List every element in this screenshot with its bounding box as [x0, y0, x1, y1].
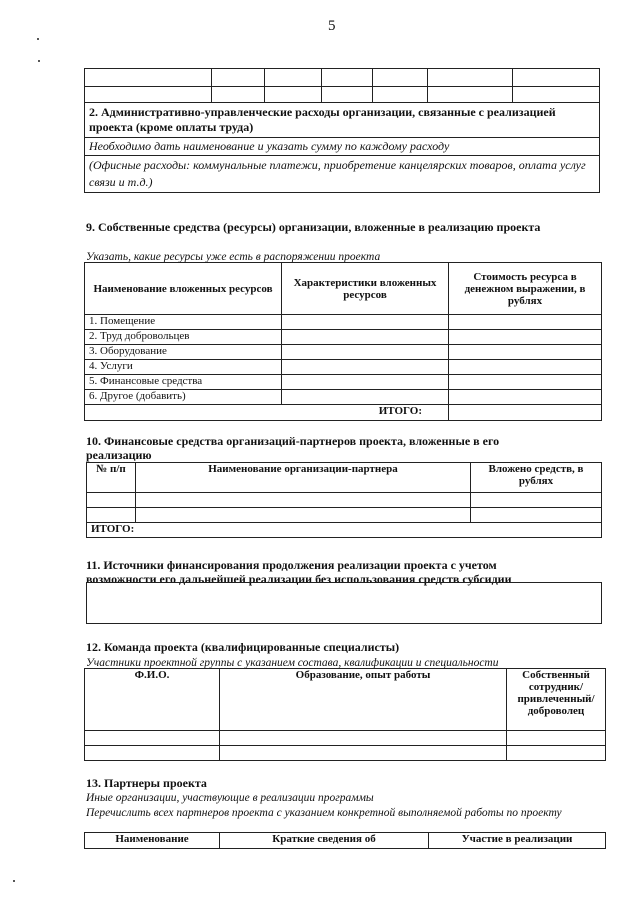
s10-title: 10. Финансовые средства организаций-партнеров проекта, вложенные в его реализацию	[86, 434, 500, 462]
page-number: 5	[328, 18, 336, 34]
s9-title: 9. Собственные средства (ресурсы) организации, вложенные в реализацию проекта	[86, 220, 541, 234]
s12-header-name: Ф.И.О.	[85, 669, 220, 731]
s13-note1: Иные организации, участвующие в реализации программы	[86, 792, 374, 804]
budget-table	[84, 68, 600, 193]
s12-header-edu: Образование, опыт работы	[220, 669, 507, 731]
s13-title: 13. Партнеры проекта	[86, 776, 207, 790]
team-table	[84, 668, 606, 761]
partner-funds-table	[86, 462, 602, 538]
s9-row: 5. Финансовые средства	[85, 375, 282, 390]
margin-dot	[38, 60, 40, 62]
s9-header-char: Характеристики вложенных ресурсов	[282, 263, 449, 315]
s12-title: 12. Команда проекта (квалифицированные специалисты)	[86, 640, 400, 654]
s9-row: 1. Помещение	[85, 315, 282, 330]
s10-header-num: № п/п	[87, 463, 136, 493]
s13-header-name: Наименование	[85, 833, 220, 849]
s10-total: ИТОГО:	[87, 523, 602, 538]
s12-header-status: Собственный сотрудник/ привлеченный/ доброволец	[507, 669, 606, 731]
s11-title: 11. Источники финансирования продолжения реализации проекта с учетом возможности его дальнейшей реализации без использования средств субсидии	[86, 558, 512, 586]
s13-header-info: Краткие сведения об	[220, 833, 429, 849]
s13-header-participation: Участие в реализации	[429, 833, 606, 849]
s2-title: 2. Административно-управленческие расходы организации, связанные с реализацией проекта (кроме оплаты труда)	[85, 103, 600, 138]
s2-example: (Офисные расходы: коммунальные платежи, приобретение канцелярских товаров, оплата услуг связи и т.д.)	[85, 156, 600, 193]
partners-table	[84, 832, 606, 849]
s9-header-cost: Стоимость ресурса в денежном выражении, в рублях	[449, 263, 602, 315]
s9-header-name: Наименование вложенных ресурсов	[85, 263, 282, 315]
s9-note: Указать, какие ресурсы уже есть в распоряжении проекта	[86, 251, 381, 263]
own-resources-table	[84, 262, 602, 421]
s9-row: 4. Услуги	[85, 360, 282, 375]
s9-row: 3. Оборудование	[85, 345, 282, 360]
s13-note2: Перечислить всех партнеров проекта с указанием конкретной выполняемой работы по проекту	[86, 807, 562, 819]
margin-dot	[13, 880, 15, 882]
s12-note: Участники проектной группы с указанием состава, квалификации и специальности	[86, 657, 499, 669]
s11-answer-box	[86, 582, 602, 624]
s9-row: 6. Другое (добавить)	[85, 390, 282, 405]
s9-total: ИТОГО:	[85, 405, 449, 421]
s10-header-amount: Вложено средств, в рублях	[471, 463, 602, 493]
s2-note: Необходимо дать наименование и указать сумму по каждому расходу	[85, 138, 600, 156]
margin-dot	[37, 38, 39, 40]
s10-header-org: Наименование организации-партнера	[136, 463, 471, 493]
s9-row: 2. Труд добровольцев	[85, 330, 282, 345]
